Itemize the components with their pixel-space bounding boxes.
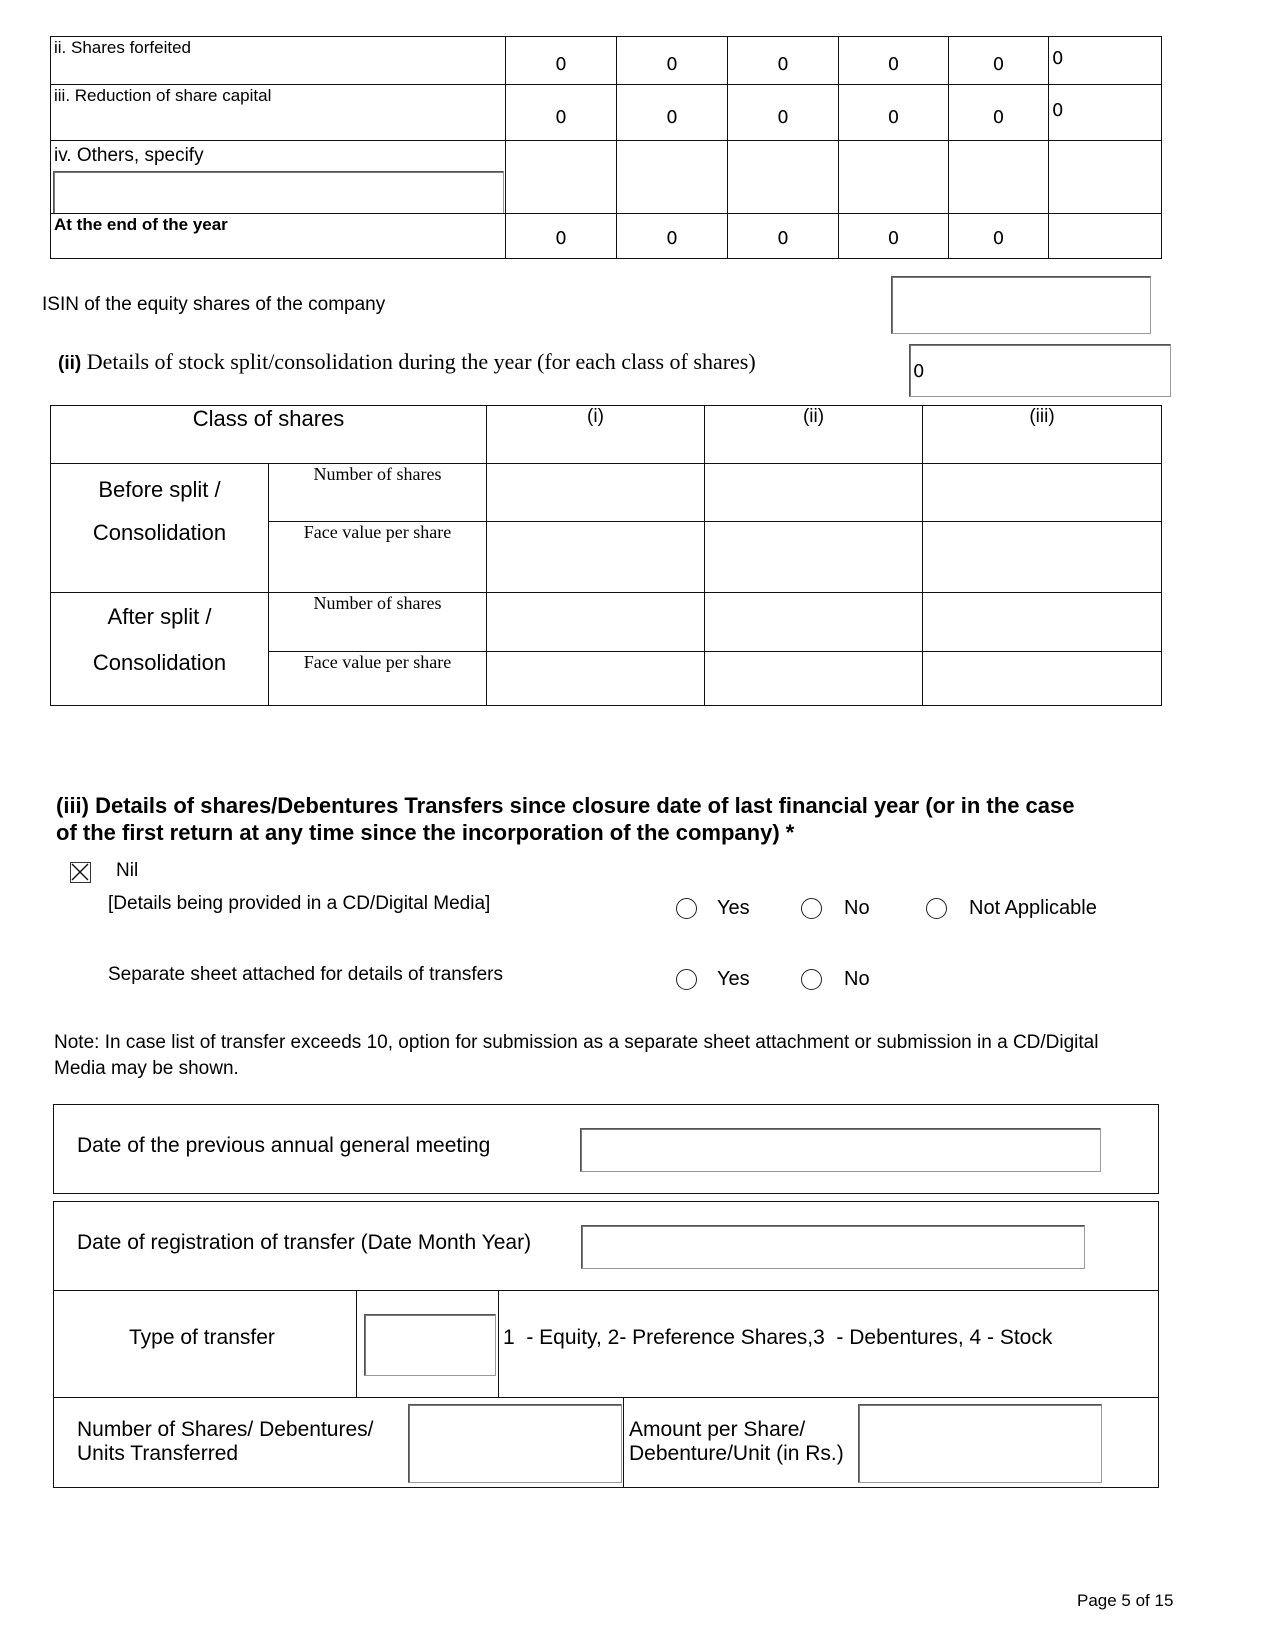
cd-media-option-no[interactable] — [801, 897, 870, 920]
group-label-line2: Consolidation — [92, 650, 227, 675]
row-label-cell — [268, 651, 487, 706]
stock-split-heading — [58, 349, 756, 375]
value-cell[interactable] — [1048, 213, 1162, 259]
type-of-transfer-legend: 1 - Equity, 2- Preference Shares,3 - Debentures, 4 - Stock — [503, 1326, 1053, 1349]
amount-per-unit-label — [629, 1418, 844, 1466]
value-cell[interactable] — [727, 140, 839, 214]
isin-label: ISIN of the equity shares of the company — [42, 294, 386, 315]
group-label-line1: After split / — [107, 604, 212, 629]
row-label: Face value per share — [303, 652, 452, 672]
divider — [623, 1398, 624, 1488]
transfers-note — [54, 1030, 1098, 1082]
divider — [356, 1291, 357, 1397]
radio-label: Yes — [717, 968, 750, 990]
value-cell[interactable]: 0 — [505, 36, 617, 85]
group-label-line2: Consolidation — [92, 520, 227, 545]
value-cell[interactable] — [704, 651, 923, 706]
row-label-cell — [268, 463, 487, 522]
radio-label: Not Applicable — [969, 897, 1097, 919]
note-line1: Note: In case list of transfer exceeds 10, option for submission as a separate sheet attachment or submission in a CD/Digital — [54, 1032, 1099, 1053]
row-label: ii. Shares forfeited — [54, 38, 192, 57]
class-of-shares-label: Class of shares — [192, 406, 345, 431]
row-label: iii. Reduction of share capital — [54, 86, 272, 105]
value-cell[interactable]: 0 — [727, 36, 839, 85]
radio-label: No — [844, 897, 870, 919]
value-cell[interactable] — [922, 463, 1162, 522]
class-of-shares-header — [50, 405, 487, 464]
radio-label: No — [844, 968, 870, 990]
previous-agm-label: Date of the previous annual general meeting — [77, 1134, 491, 1157]
value-cell[interactable]: 0 — [948, 36, 1049, 85]
registration-date-input[interactable] — [581, 1225, 1085, 1269]
radio-label: Yes — [717, 897, 750, 919]
transfer-details-section — [53, 1201, 1159, 1488]
value-cell[interactable]: 0 — [948, 84, 1049, 141]
row-label-cell — [268, 521, 487, 593]
value-cell[interactable] — [704, 592, 923, 652]
row-label-cell — [50, 213, 506, 259]
separate-sheet-label: Separate sheet attached for details of transfers — [108, 964, 504, 985]
value-cell[interactable] — [486, 651, 705, 706]
column-header-label: (iii) — [1029, 406, 1055, 427]
page-number: Page 5 of 15 — [1077, 1591, 1174, 1610]
type-of-transfer-input[interactable] — [364, 1314, 496, 1376]
transfers-heading-line2: of the first return at any time since the incorporation of the company) * — [56, 820, 795, 845]
group-label-line1: Before split / — [98, 477, 221, 502]
radio-yes[interactable] — [676, 969, 697, 990]
stock-split-count-input[interactable]: 0 — [909, 344, 1171, 397]
nil-label: Nil — [116, 860, 139, 881]
transfers-heading — [56, 792, 1074, 846]
row-label-cell — [50, 36, 506, 85]
value-cell[interactable]: 0 — [1048, 84, 1162, 141]
registration-date-label: Date of registration of transfer (Date Month Year) — [77, 1231, 532, 1254]
value-cell[interactable]: 0 — [616, 84, 728, 141]
column-header-label: (ii) — [802, 406, 825, 427]
value-cell[interactable]: 0 — [727, 213, 839, 259]
separate-sheet-option-yes[interactable] — [676, 968, 750, 991]
amount-per-unit-input[interactable] — [858, 1404, 1102, 1483]
value-cell[interactable]: 0 — [616, 36, 728, 85]
previous-agm-date-input[interactable] — [580, 1128, 1101, 1172]
value-cell[interactable] — [486, 521, 705, 593]
others-specify-input[interactable] — [53, 171, 504, 214]
note-line2: Media may be shown. — [54, 1058, 239, 1079]
value-cell[interactable]: 0 — [838, 84, 949, 141]
radio-no[interactable] — [801, 969, 822, 990]
check-x-icon — [71, 863, 89, 881]
column-header — [922, 405, 1162, 464]
stock-split-heading-prefix: (ii) — [58, 353, 82, 374]
value-cell[interactable] — [922, 592, 1162, 652]
value-cell[interactable]: 0 — [1048, 36, 1162, 85]
row-label: At the end of the year — [54, 215, 228, 234]
radio-not-applicable[interactable] — [926, 898, 947, 919]
stock-split-heading-text: Details of stock split/consolidation during the year (for each class of shares) — [81, 349, 756, 374]
value-cell[interactable] — [486, 592, 705, 652]
value-cell[interactable]: 0 — [616, 213, 728, 259]
after-split-group-label — [50, 592, 269, 706]
value-cell[interactable] — [505, 140, 617, 214]
type-of-transfer-label: Type of transfer — [129, 1326, 275, 1349]
value-cell[interactable] — [1048, 140, 1162, 214]
value-cell[interactable] — [616, 140, 728, 214]
value-cell[interactable] — [922, 651, 1162, 706]
value-cell[interactable] — [922, 521, 1162, 593]
cd-media-option-not-applicable[interactable] — [926, 897, 1097, 920]
value-cell[interactable] — [704, 463, 923, 522]
row-label: Number of shares — [313, 464, 442, 484]
radio-no[interactable] — [801, 898, 822, 919]
before-split-group-label — [50, 463, 269, 593]
cd-media-label: [Details being provided in a CD/Digital Media] — [108, 893, 491, 914]
row-label: iv. Others, specify — [54, 145, 204, 166]
amount-per-unit-label-line2: Debenture/Unit (in Rs.) — [629, 1442, 844, 1465]
value-cell[interactable] — [486, 463, 705, 522]
value-cell[interactable]: 0 — [505, 213, 617, 259]
units-transferred-input[interactable] — [408, 1404, 622, 1483]
value-cell[interactable]: 0 — [948, 213, 1049, 259]
units-transferred-label — [77, 1418, 373, 1466]
divider — [54, 1397, 1158, 1398]
units-transferred-label-line2: Units Transferred — [77, 1442, 239, 1465]
column-header — [704, 405, 923, 464]
value-cell[interactable] — [838, 140, 949, 214]
nil-checkbox[interactable] — [70, 862, 91, 883]
divider — [498, 1291, 499, 1397]
value-cell[interactable] — [704, 521, 923, 593]
previous-agm-section — [53, 1104, 1159, 1194]
column-header — [486, 405, 705, 464]
value-cell[interactable]: 0 — [838, 36, 949, 85]
amount-per-unit-label-line1: Amount per Share/ — [629, 1418, 806, 1441]
row-label-cell — [50, 140, 506, 214]
transfers-heading-line1: (iii) Details of shares/Debentures Transfers since closure date of last financial year (or in the case — [56, 793, 1075, 818]
cd-media-option-yes[interactable] — [676, 897, 750, 920]
row-label: Face value per share — [303, 522, 452, 542]
separate-sheet-option-no[interactable] — [801, 968, 870, 991]
value-cell[interactable]: 0 — [838, 213, 949, 259]
row-label-cell — [268, 592, 487, 652]
value-cell[interactable]: 0 — [727, 84, 839, 141]
isin-input[interactable] — [891, 276, 1151, 334]
row-label-cell — [50, 84, 506, 141]
divider — [54, 1290, 1158, 1291]
value-cell[interactable]: 0 — [505, 84, 617, 141]
row-label: Number of shares — [313, 593, 442, 613]
value-cell[interactable] — [948, 140, 1049, 214]
units-transferred-label-line1: Number of Shares/ Debentures/ — [77, 1418, 374, 1441]
radio-yes[interactable] — [676, 898, 697, 919]
column-header-label: (i) — [587, 406, 604, 427]
